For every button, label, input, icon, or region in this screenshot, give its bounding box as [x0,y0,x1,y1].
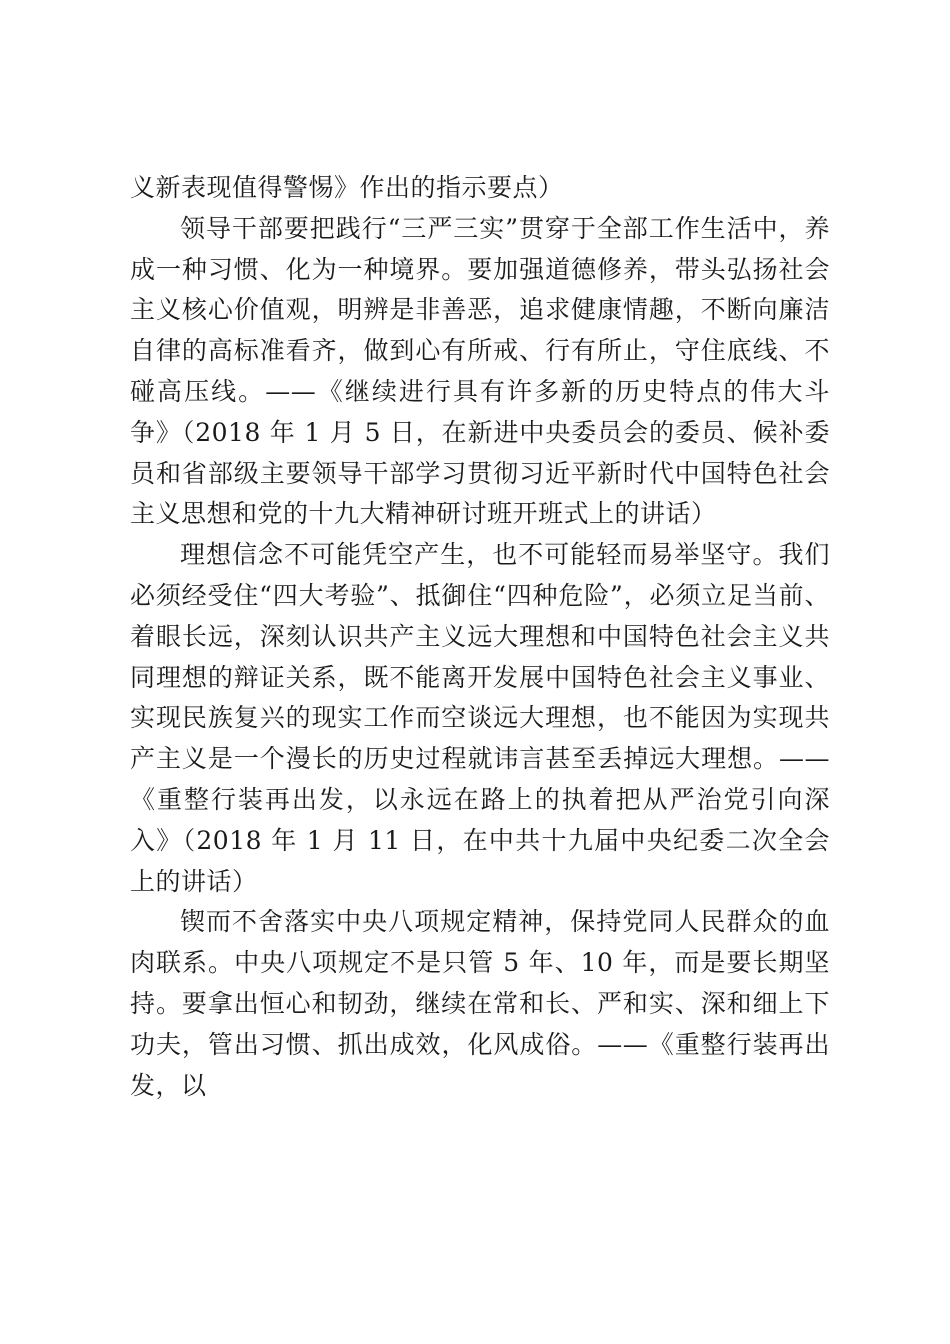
paragraph-eight-point-rules: 锲而不舍落实中央八项规定精神，保持党同人民群众的血肉联系。中央八项规定不是只管 5 年、10 年，而是要长期坚持。要拿出恒心和韧劲，继续在常和长、严和实、深和细上下功夫，管出习惯、抓出成效，化风成俗。——《重整行装再出发，以 [130,907,830,1100]
document-body [130,168,830,1106]
continuation-line: 义新表现值得警惕》作出的指示要点） [130,173,564,202]
paragraph-three-stricts: 领导干部要把践行“三严三实”贯穿于全部工作生活中，养成一种习惯、化为一种境界。要加强道德修养，带头弘扬社会主义核心价值观，明辨是非善恶，追求健康情趣，不断向廉洁自律的高标准看齐，做到心有所戒、行有所止，守住底线、不碰高压线。——《继续进行具有许多新的历史特点的伟大斗争》（2018 年 1 月 5 日，在新进中央委员会的委员、候补委员和省部级主要领导干部学习贯彻习近平新时代中国特色社会主义思想和党的十九大精神研讨班开班式上的讲话） [130,213,830,529]
paragraph-ideals-beliefs: 理想信念不可能凭空产生，也不可能轻而易举坚守。我们必须经受住“四大考验”、抵御住“四种危险”，必须立足当前、着眼长远，深刻认识共产主义远大理想和中国特色社会主义共同理想的辩证关系，既不能离开发展中国特色社会主义事业、实现民族复兴的现实工作而空谈远大理想，也不能因为实现共产主义是一个漫长的历史过程就讳言甚至丢掉远大理想。——《重整行装再出发，以永远在路上的执着把从严治党引向深入》（2018 年 1 月 11 日，在中共十九届中央纪委二次全会上的讲话） [130,540,830,896]
